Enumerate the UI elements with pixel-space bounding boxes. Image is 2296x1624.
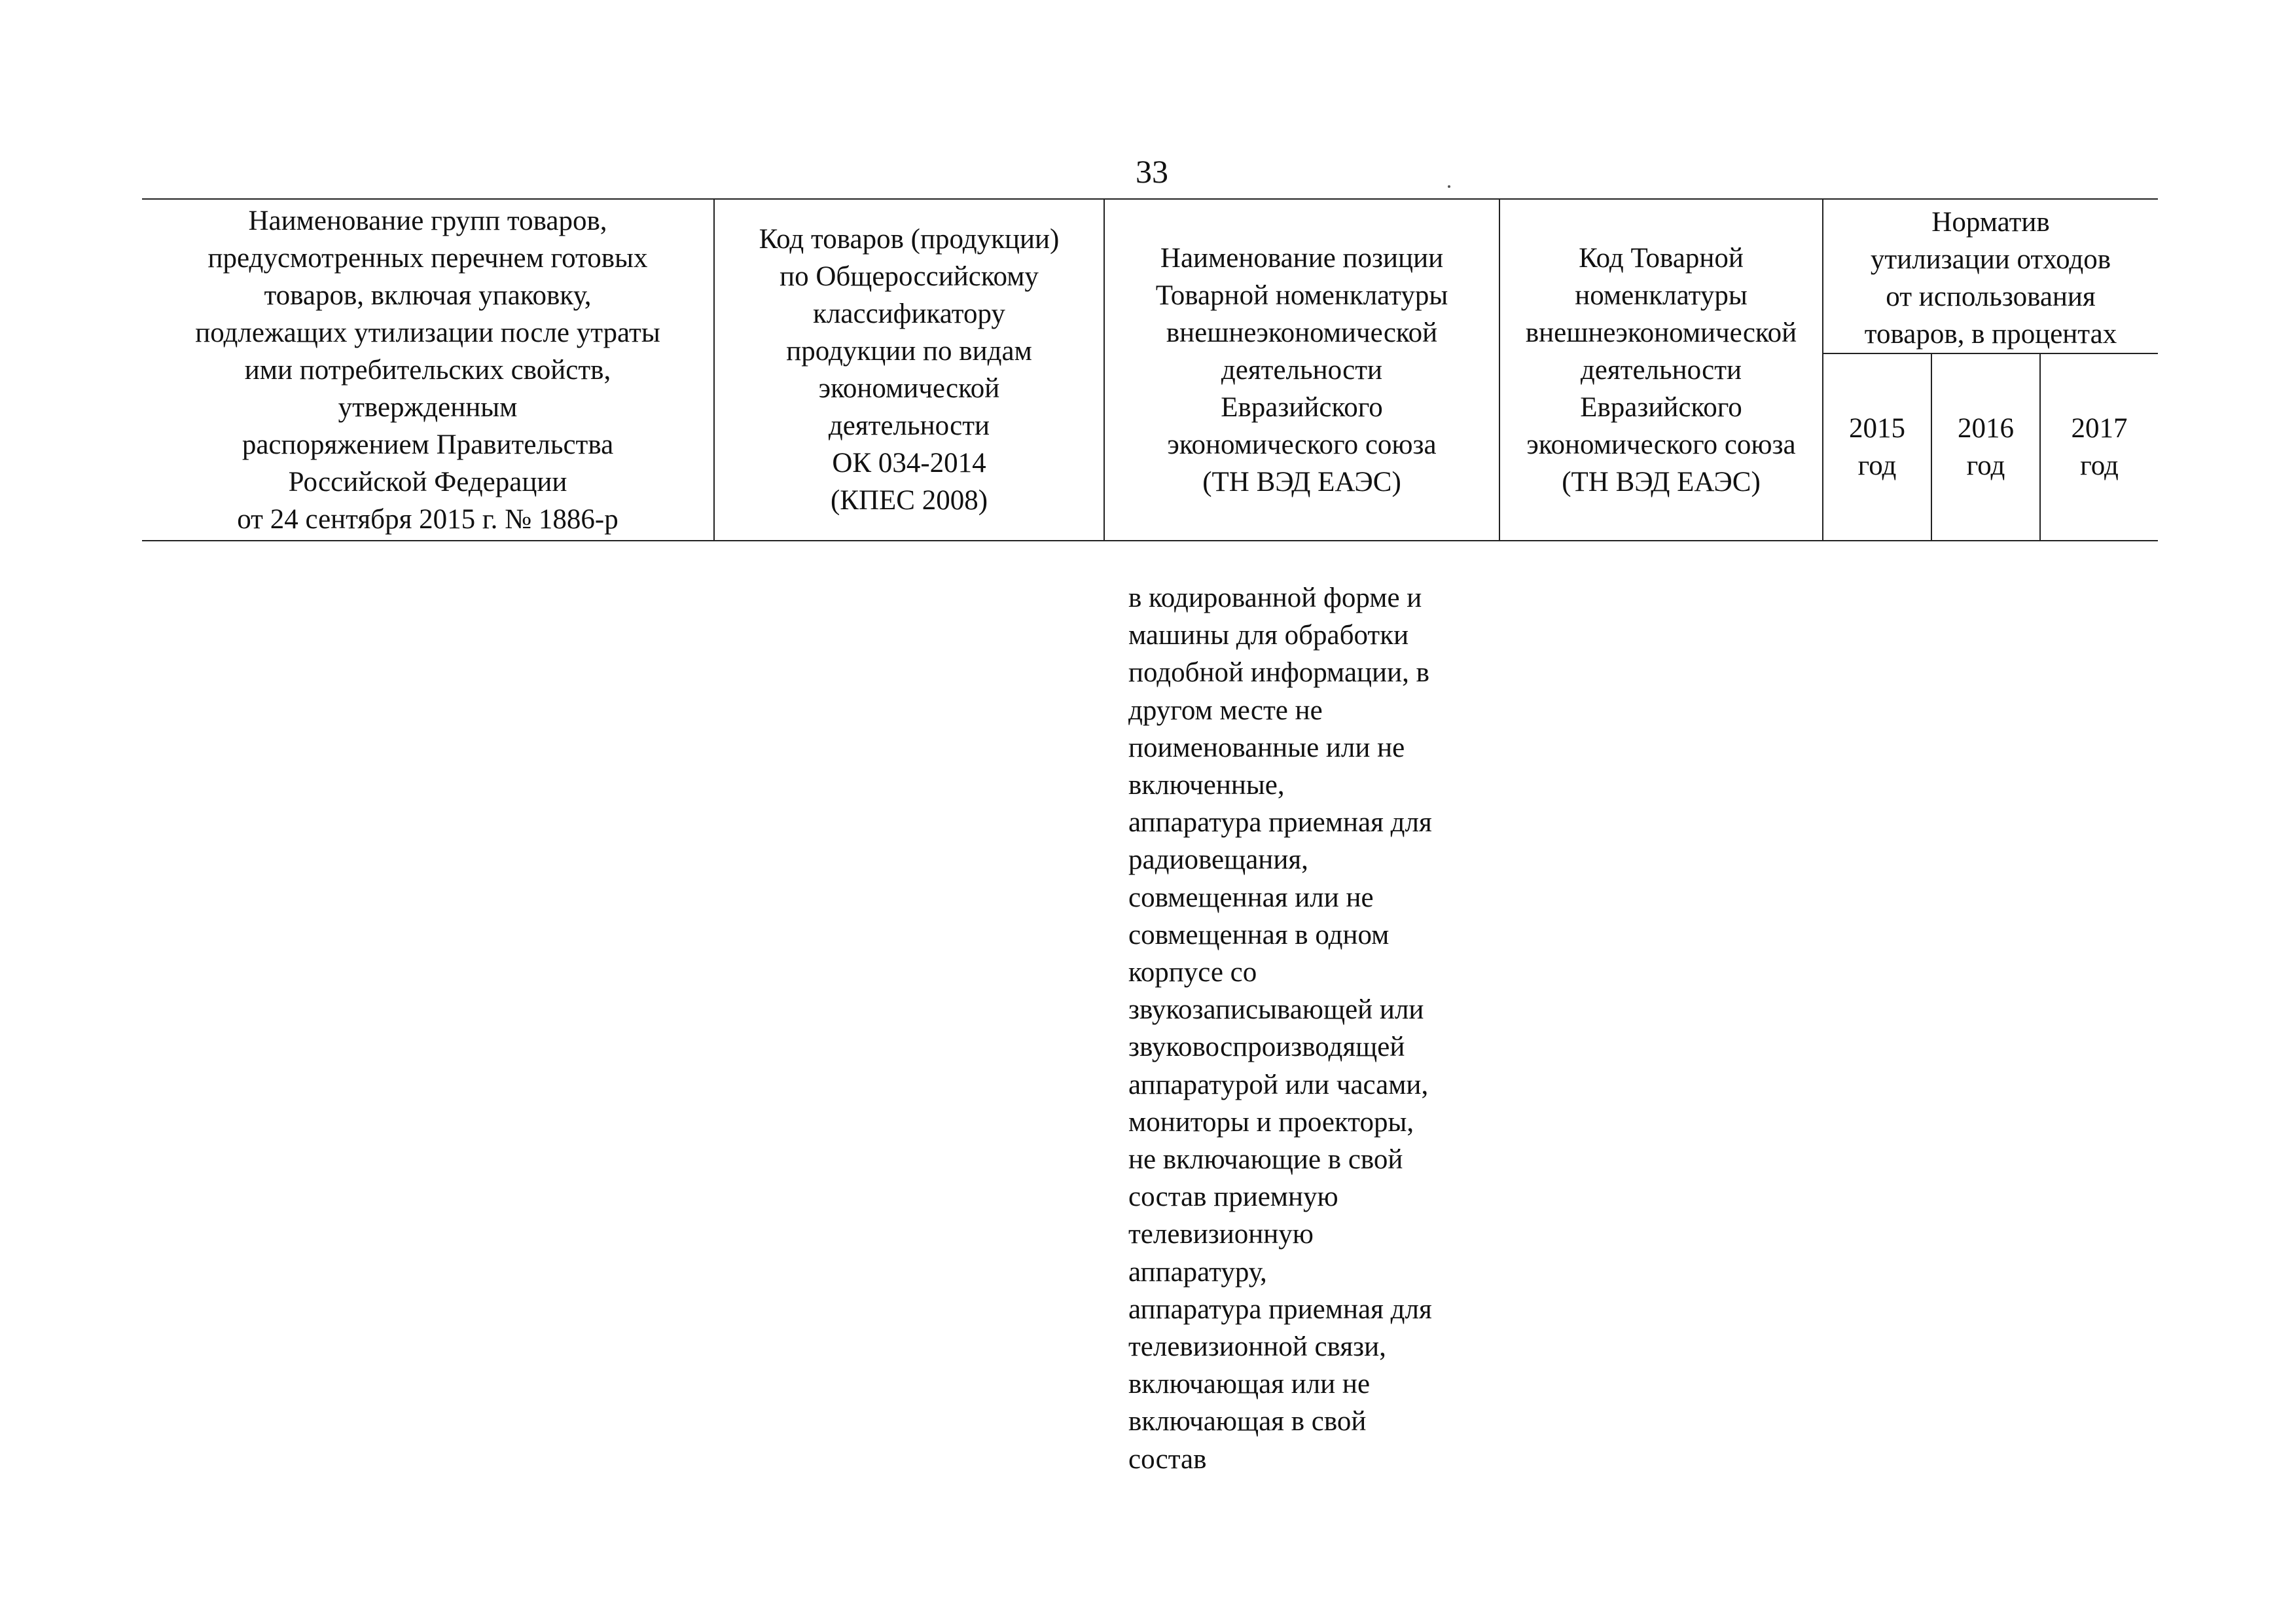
header-col-okpd-code xyxy=(714,199,1104,541)
header-year-2016-text: 2016 год xyxy=(1958,413,2014,481)
header-norm-title-text: Норматив утилизации отходов от использования товаров, в процентах xyxy=(1864,207,2117,350)
tnved-position-description: в кодированной форме и машины для обработки подобной информации, в другом месте не поименованные или не включенные, аппаратура приемная для радиовещания, совмещенная или не совмещенная в одном корпусе со звукозаписывающей или звуковоспроизводящей аппаратурой или часами, мониторы и проекторы, не включающие в свой состав приемную телевизионную аппаратуру, аппаратура приемная для телевизионной связи, включающая или не включающая в свой состав xyxy=(1128,583,1432,1475)
page-number: 33 xyxy=(1136,153,1168,190)
header-col-product-group xyxy=(142,199,714,541)
header-year-2015 xyxy=(1823,353,1931,541)
scan-speck xyxy=(1448,185,1450,188)
header-year-2016 xyxy=(1931,353,2040,541)
header-col-tnved-code xyxy=(1499,199,1823,541)
header-col-okpd-code-text: Код товаров (продукции) по Общероссийскому классификатору продукции по видам экономической деятельности ОК 034-2014 (КПЕС 2008) xyxy=(759,224,1060,516)
header-col-tnved-name xyxy=(1104,199,1499,541)
header-year-2017 xyxy=(2040,353,2158,541)
header-col-tnved-code-text: Код Товарной номенклатуры внешнеэкономической деятельности Евразийского экономического союза (ТН ВЭД ЕАЭС) xyxy=(1525,242,1797,497)
table-header xyxy=(142,198,2158,541)
header-norm-title xyxy=(1823,199,2158,353)
header-year-2017-text: 2017 год xyxy=(2071,413,2128,481)
header-col-product-group-text: Наименование групп товаров, предусмотренных перечнем готовых товаров, включая упаковку, подлежащих утилизации после утраты ими потребительских свойств, утвержденным распоряжением Правительства Российской Федерации от 24 сентября 2015 г. № 1886-р xyxy=(195,205,660,535)
header-col-tnved-name-text: Наименование позиции Товарной номенклатуры внешнеэкономической деятельности Евразийского экономического союза (ТН ВЭД ЕАЭС) xyxy=(1155,242,1448,497)
header-year-2015-text: 2015 год xyxy=(1849,413,1905,481)
